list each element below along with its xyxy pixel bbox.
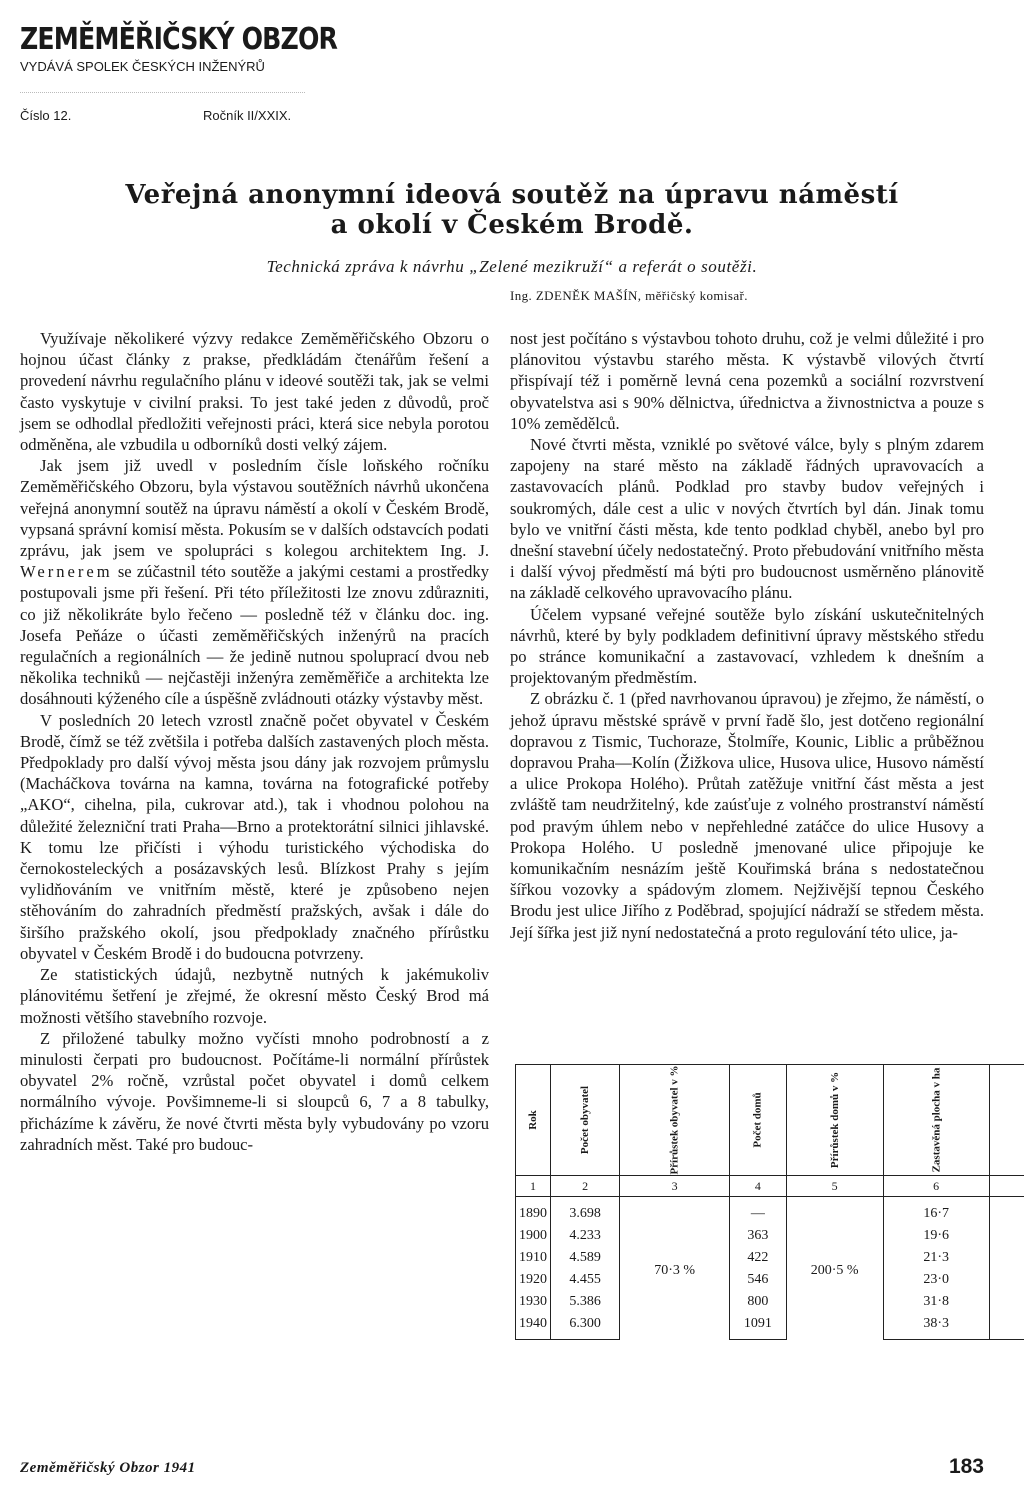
table-row (516, 1313, 1024, 1340)
article-title-line-2: a okolí v Českém Brodě. (330, 210, 694, 240)
table-header: Zastavěná plocha v ha (883, 1065, 989, 1176)
article-title (60, 180, 964, 240)
cell-plocha: 31·8 (883, 1291, 989, 1313)
column-number-row (516, 1176, 1024, 1197)
table-row (516, 1247, 1024, 1269)
cell-plocha: 19·6 (883, 1225, 989, 1247)
cell-domu: 363 (730, 1225, 786, 1247)
paragraph: Nové čtvrti města, vzniklé po světové válce, byly s plným zdarem zapojeny na staré město na základě řádných upravovacích a zastavovacích plánů. Podklad pro stavby budov veřejných i soukromých, dále cest a ulic v nových čtvrtích byl dán. Jinak tomu bylo ve vnitřní části města, kde tento podklad chyběl, anebo byl pro dnešní stavební účely nedostatečný. Proto přebudování vnitřního města i další vývoj předměstí má býti pro budoucnost usměrněno plánovitě na základě celkového upravovacího plánu. (510, 435, 984, 603)
cell-obyvatel: 4.455 (551, 1269, 620, 1291)
paragraph: Využívaje několikeré výzvy redakce Zeměměřičského Obzoru o hojnou účast články z prakse, předkládám čtenářům řešení a provedení návrhu regulačního plánu v ideové soutěži tak, jak se velmi často vyskytuje v civilní praksi. To jest také jeden z důvodů, proč jsem se odhodlal předložiti veřejnosti práci, která sice nebyla porotou odměněna, ale vzbudila u odborníků dosti velký zájem. (20, 329, 489, 455)
cell-prirustek-obyvatel: 70·3 % (620, 1197, 730, 1340)
cell-domu: 1091 (730, 1313, 786, 1340)
cell-prirustek-domu: 200·5 % (786, 1197, 883, 1340)
cell-zalidneni (989, 1313, 1024, 1340)
cell-domu: 422 (730, 1247, 786, 1269)
paragraph: Z obrázku č. 1 (před navrhovanou úpravou) je zřejmo, že náměstí, o jehož úpravu městské správě v první řadě šlo, jest dotčeno regionální dopravou z Tismic, Tuchoraze, Štolmíře, Kounic, Liblic a průběžnou dopravou Praha—Kolín (Žižkova ulice, Husova ulice, Husovo náměstí a ulice Prokopa Holého). Průtah zatěžuje vnitřní část města a jest zvláště tam neudržitelný, kde zaúsťuje z volného prostranství náměstí pod pravým úhlem nebo v nepřehledné zatáčce do ulice Husovy a Prokopa Holého. U posledně jmenované ulice připojuje ke komunikačním nesnázím ještě Kouřimská brána s nedostatečnou šířkou vozovky a spádovým zlomem. Nejživější tepnou Českého Brodu jest ulice Jiřího z Poděbrad, spojující nádraží se středem města. Její šířka jest již nyní nedostatečná a proto regulování této ulice, ja- (510, 689, 984, 942)
left-column (20, 328, 489, 1155)
footer-publication: Zeměměřičský Obzor 1941 (20, 1460, 196, 1476)
cell-obyvatel: 5.386 (551, 1291, 620, 1313)
table-header: Přírůstek obyvatel v % (620, 1065, 730, 1176)
column-number: 5 (786, 1176, 883, 1197)
cell-zalidneni (989, 1269, 1024, 1291)
cell-plocha: 16·7 (883, 1197, 989, 1226)
table-row (516, 1269, 1024, 1291)
cell-domu: 800 (730, 1291, 786, 1313)
cell-obyvatel: 4.233 (551, 1225, 620, 1247)
cell-domu: 546 (730, 1269, 786, 1291)
paragraph: Ze statistických údajů, nezbytně nutných k jakémukoliv plánovitému šetření je zřejmé, že okresní město Český Brod má možnosti většího stavebního rozvoje. (20, 965, 489, 1027)
author-name: ZDENĚK MAŠÍN, (535, 288, 642, 303)
paragraph: Účelem vypsané veřejné soutěže bylo získání uskutečnitelných návrhů, které by byly podkladem definitivní úpravy městského středu po stránce komunikační a zastavovací, vzhledem k dnešním a projektovaným předměstím. (510, 604, 984, 688)
table-row (516, 1225, 1024, 1247)
statistics-table (515, 1064, 1024, 1340)
column-number: 2 (551, 1176, 620, 1197)
cell-rok: 1920 (516, 1269, 551, 1291)
cell-rok: 1940 (516, 1313, 551, 1340)
column-number: 4 (730, 1176, 786, 1197)
table-header (989, 1065, 1024, 1176)
column-number: 1 (516, 1176, 551, 1197)
publisher-line: VYDÁVÁ SPOLEK ČESKÝCH INŽENÝRŮ (20, 59, 265, 74)
cell-rok: 1890 (516, 1197, 551, 1226)
cell-plocha: 21·3 (883, 1247, 989, 1269)
table-header-row (516, 1065, 1024, 1176)
paragraph-text: se zúčastnil této soutěže a jakými cestami a prostředky postupovali jsme při řešení. Při této příležitosti lze znovu zdůrazniti, co již několikráte bylo řečeno — posledně též v článku doc. ing. Josefa Peňáze o účasti zeměměřičských inženýrů na pracích regulačních a regionálních — že jedině nutnou spoluprací dvou neb několika techniků — nejčastěji inženýra zeměměřiče a architekta lze dosáhnouti kýženého cíle a úspěšně zvládnouti otázky výstavby měst. (20, 562, 489, 709)
cell-plocha: 38·3 (883, 1313, 989, 1340)
paragraph (20, 455, 489, 709)
cell-zalidneni (989, 1197, 1024, 1226)
article-subtitle: Technická zpráva k návrhu „Zelené mezikruží“ a referát o soutěži. (266, 257, 758, 276)
cell-plocha: 23·0 (883, 1269, 989, 1291)
cell-domu: — (730, 1197, 786, 1226)
journal-title: ZEMĚMĚŘIČSKÝ OBZOR (20, 22, 338, 57)
cell-obyvatel: 6.300 (551, 1313, 620, 1340)
cell-zalidneni (989, 1225, 1024, 1247)
table-header: Počet domů (730, 1065, 786, 1176)
paragraph: nost jest počítáno s výstavbou tohoto druhu, což je velmi důležité i pro plánovitou výstavbu starého města. K výstavbě vilových čtvrtí přispívají též i poměrně levná cena pozemků a sociální rozvrstvení obyvatelstva asi s 90% dělnictva, úřednictva a živnostnictva a pouze s 10% zemědělců. (510, 329, 984, 433)
cell-obyvatel: 3.698 (551, 1197, 620, 1226)
right-column (510, 328, 984, 943)
table-header: Počet obyvatel (551, 1065, 620, 1176)
column-number: 3 (620, 1176, 730, 1197)
paragraph: Z přiložené tabulky možno vyčísti mnoho podrobností a z minulosti čerpati pro budoucnost. Počítáme-li normální přírůstek obyvatel 2% ročně, vzrůstal počet obyvatel i domů celkem normálního vývoje. Povšimneme-li si sloupců 6, 7 a 8 tabulky, přicházíme k závěru, že nové čtvrti města byly vybudovány po vzoru zahradních měst. Také pro budouc- (20, 1028, 489, 1154)
table-row (516, 1291, 1024, 1313)
issue-number: Číslo 12. (20, 108, 72, 123)
table-row (516, 1197, 1024, 1226)
cell-obyvatel: 4.589 (551, 1247, 620, 1269)
author-prefix: Ing. (510, 288, 533, 303)
masthead-divider (20, 92, 305, 93)
volume-number: Ročník II/XXIX. (203, 108, 292, 123)
page-number: 183 (948, 1455, 984, 1478)
column-number (989, 1176, 1024, 1197)
table-header: Přírůstek domů v % (786, 1065, 883, 1176)
paragraph: V posledních 20 letech vzrostl značně počet obyvatel v Českém Brodě, čímž se též zvětšila i potřeba dalších zastavených ploch města. Předpoklady pro další vývoj města jsou dány jak rozvojem průmyslu (Macháčkova továrna na kamna, továrna na fotografické potřeby „AKO“, cihelna, pila, cukrovar atd.), tak i vhodnou polohou na důležité železniční trati Praha—Brno a protektorátní silnici jihlavské. K tomu lze přičísti i výhodu turistického východiska do černokosteleckých a posázavských lesů. Blízkost Prahy s jejím vylidňováním ve vnitřním městě, které je způsobeno nejen stěhováním do zahradních předměstí pražských, avšak i dále do širšího pražského okolí, jsou předpoklady značného přírůstku obyvatel v Českém Brodě i do budoucna potvrzeny. (20, 710, 489, 963)
author-role: měřičský komisař. (645, 288, 748, 303)
cell-zalidneni (989, 1291, 1024, 1313)
cell-rok: 1900 (516, 1225, 551, 1247)
masthead (20, 22, 420, 74)
spaced-name: Wernerem (20, 562, 113, 582)
column-number: 6 (883, 1176, 989, 1197)
cell-zalidneni (989, 1247, 1024, 1269)
table-header: Rok (516, 1065, 551, 1176)
cell-rok: 1930 (516, 1291, 551, 1313)
paragraph-text: Jak jsem již uvedl v posledním čísle loňského ročníku Zeměměřičského Obzoru, byla výstavou soutěžních návrhů ukončena veřejná anonymní soutěž na úpravu náměstí a okolí v Českém Brodě, vypsaná správní komisí města. Pokusím se v dalších odstavcích podati zprávu, jak jsem ve spolupráci s kolegou architektem Ing. J. (20, 456, 489, 561)
cell-rok: 1910 (516, 1247, 551, 1269)
author-line (510, 288, 748, 304)
article-title-line-1: Veřejná anonymní ideová soutěž na úpravu náměstí (125, 180, 899, 210)
